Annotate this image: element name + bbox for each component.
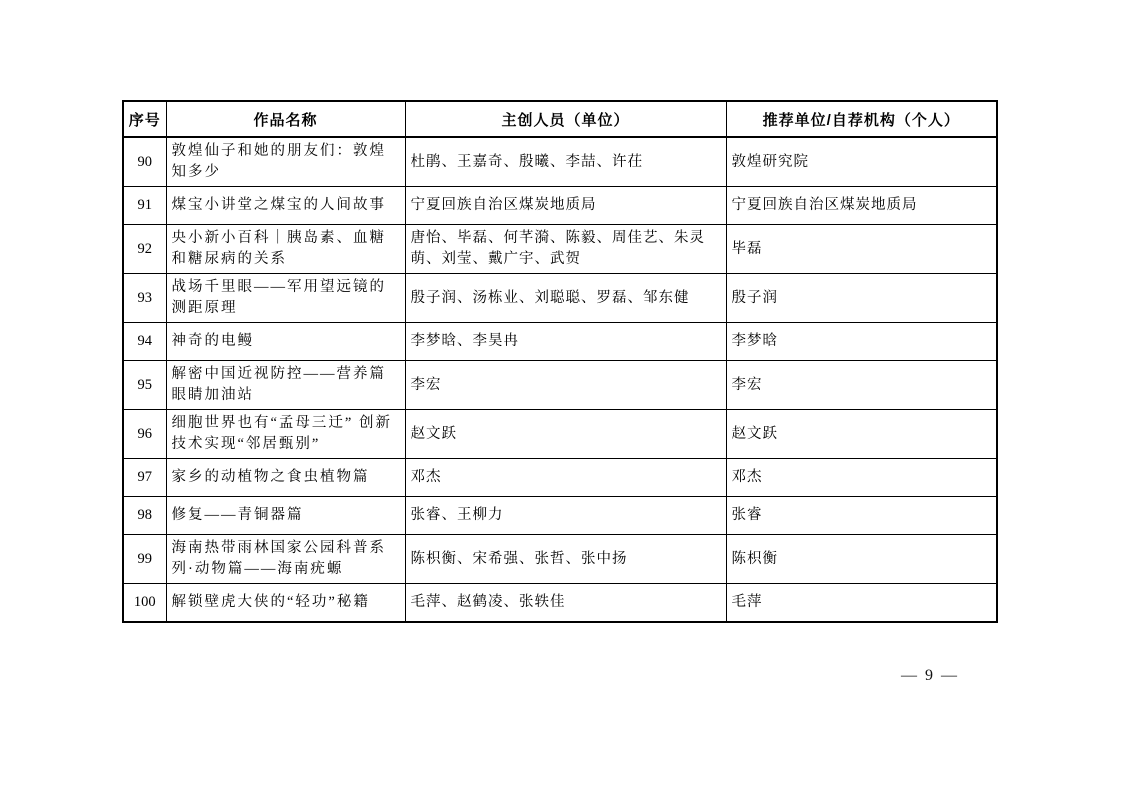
table-row [123, 584, 997, 623]
work-title-cell: 央小新小百科｜胰岛素、血糖和糖尿病的关系 [166, 225, 405, 274]
table-row [123, 497, 997, 535]
row-number-cell: 92 [123, 225, 166, 274]
table-row [123, 187, 997, 225]
recommender-cell: 邓杰 [726, 459, 997, 497]
creators-cell: 殷子润、汤栋业、刘聪聪、罗磊、邹东健 [405, 274, 726, 323]
page-number: — 9 — [901, 667, 959, 684]
creators-cell: 宁夏回族自治区煤炭地质局 [405, 187, 726, 225]
row-number-cell: 96 [123, 410, 166, 459]
work-title-cell: 修复——青铜器篇 [166, 497, 405, 535]
work-title-cell: 解密中国近视防控——营养篇眼睛加油站 [166, 361, 405, 410]
table-row [123, 137, 997, 187]
work-title-cell: 家乡的动植物之食虫植物篇 [166, 459, 405, 497]
work-title-cell: 细胞世界也有“孟母三迁” 创新技术实现“邻居甄别” [166, 410, 405, 459]
table-row [123, 225, 997, 274]
table-header-row [123, 101, 997, 137]
row-number-cell: 99 [123, 535, 166, 584]
row-number-cell: 91 [123, 187, 166, 225]
recommender-cell: 毕磊 [726, 225, 997, 274]
creators-cell: 李宏 [405, 361, 726, 410]
creators-cell: 陈枳衡、宋希强、张哲、张中扬 [405, 535, 726, 584]
header-serial-number: 序号 [123, 101, 166, 137]
work-title-cell: 海南热带雨林国家公园科普系列·动物篇——海南疣螈 [166, 535, 405, 584]
recommender-cell: 赵文跃 [726, 410, 997, 459]
row-number-cell: 90 [123, 137, 166, 187]
table-row [123, 361, 997, 410]
recommender-cell: 张睿 [726, 497, 997, 535]
works-table [122, 100, 998, 623]
recommender-cell: 敦煌研究院 [726, 137, 997, 187]
work-title-cell: 敦煌仙子和她的朋友们：敦煌知多少 [166, 137, 405, 187]
recommender-cell: 毛萍 [726, 584, 997, 623]
work-title-cell: 解锁壁虎大侠的“轻功”秘籍 [166, 584, 405, 623]
row-number-cell: 93 [123, 274, 166, 323]
row-number-cell: 94 [123, 323, 166, 361]
creators-cell: 邓杰 [405, 459, 726, 497]
row-number-cell: 100 [123, 584, 166, 623]
recommender-cell: 李梦晗 [726, 323, 997, 361]
table-row [123, 323, 997, 361]
row-number-cell: 97 [123, 459, 166, 497]
creators-cell: 唐怡、毕磊、何芊漪、陈毅、周佳艺、朱灵萌、刘莹、戴广宇、武贺 [405, 225, 726, 274]
header-work-title: 作品名称 [166, 101, 405, 137]
creators-cell: 赵文跃 [405, 410, 726, 459]
row-number-cell: 98 [123, 497, 166, 535]
table-row [123, 274, 997, 323]
recommender-cell: 陈枳衡 [726, 535, 997, 584]
work-title-cell: 神奇的电鳗 [166, 323, 405, 361]
work-title-cell: 煤宝小讲堂之煤宝的人间故事 [166, 187, 405, 225]
creators-cell: 张睿、王柳力 [405, 497, 726, 535]
header-creators: 主创人员（单位） [405, 101, 726, 137]
table-row [123, 410, 997, 459]
recommender-cell: 李宏 [726, 361, 997, 410]
recommender-cell: 宁夏回族自治区煤炭地质局 [726, 187, 997, 225]
creators-cell: 李梦晗、李昊冉 [405, 323, 726, 361]
row-number-cell: 95 [123, 361, 166, 410]
creators-cell: 毛萍、赵鹤凌、张轶佳 [405, 584, 726, 623]
table-row [123, 459, 997, 497]
recommender-cell: 殷子润 [726, 274, 997, 323]
work-title-cell: 战场千里眼——军用望远镜的测距原理 [166, 274, 405, 323]
table-row [123, 535, 997, 584]
header-recommender: 推荐单位/自荐机构（个人） [726, 101, 997, 137]
creators-cell: 杜鹃、王嘉奇、殷曦、李喆、许茌 [405, 137, 726, 187]
